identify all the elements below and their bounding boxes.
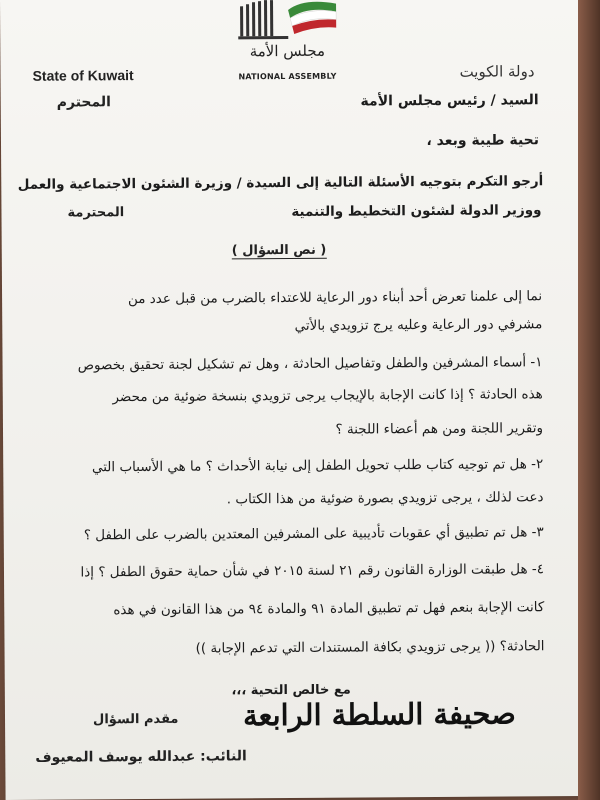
body-line: ١- أسماء المشرفين والطفل وتفاصيل الحادثة ، وهل تم تشكيل لجنة تحقيق بخصوص [77, 354, 543, 374]
questioner-role: مقدم السؤال [92, 711, 179, 728]
body-line: الحادثة؟ (( يرجى تزويدي بكافة المستندات التي تدعم الإجابة )) [195, 638, 545, 657]
honorific-minister: المحترمة [67, 205, 125, 221]
logo-english-name: NATIONAL ASSEMBLY [238, 71, 337, 82]
body-line: نما إلى علمنا تعرض أحد أبناء دور الرعاية للاعتداء بالضرب من قبل عدد من [127, 288, 543, 308]
honorific-speaker: المحترم [56, 94, 111, 111]
body-line: مشرفي دور الرعاية وعليه يرج تزويدي بالأتي [294, 316, 543, 334]
request-line-1: أرجو التكرم بتوجيه الأسئلة التالية إلى السيدة / وزيرة الشئون الاجتماعية والعمل [17, 173, 544, 193]
closing-line: مع خالص التحية ،،، [231, 682, 351, 699]
body-line: ٣- هل تم تطبيق أي عقوبات تأديبية على المشرفين المعتدين بالضرب على الطفل ؟ [83, 524, 544, 544]
addressee-line: السيد / رئيس مجلس الأمة [360, 92, 539, 110]
greeting-line: تحية طيبة وبعد ، [426, 132, 540, 150]
assembly-building-icon [232, 0, 342, 44]
body-line: دعت لذلك ، يرجى تزويدي بصورة ضوئية من هذا الكتاب . [226, 489, 544, 508]
body-line: وتقرير اللجنة ومن هم أعضاء اللجنة ؟ [335, 420, 544, 438]
table-edge [578, 0, 600, 800]
newspaper-stamp: صحيفة السلطة الرابعة [242, 696, 516, 733]
state-name-arabic: دولة الكويت [459, 62, 535, 81]
question-title: ( نص السؤال ) [231, 242, 327, 259]
national-assembly-logo [232, 0, 343, 88]
body-line: ٤- هل طبقت الوزارة القانون رقم ٢١ لسنة ٢٠١٥ في شأن حماية حقوق الطفل ؟ إذا [80, 561, 545, 581]
request-line-2: ووزير الدولة لشئون التخطيط والتنمية [291, 202, 542, 220]
mp-name: النائب: عبدالله يوسف المعيوف [35, 748, 247, 766]
logo-arabic-name: مجلس الأمة [249, 41, 326, 61]
body-line: ٢- هل تم توجيه كتاب طلب تحويل الطفل إلى نيابة الأحداث ؟ ما هي الأسباب التي [91, 456, 544, 476]
body-line: كانت الإجابة بنعم فهل تم تطبيق المادة ٩١ والمادة ٩٤ من هذا القانون في هذه [113, 599, 545, 619]
body-line: هذه الحادثة ؟ إذا كانت الإجابة بالإيجاب يرجى تزويدي بنسخة ضوئية من محضر [112, 386, 543, 406]
state-name-english: State of Kuwait [32, 67, 134, 84]
